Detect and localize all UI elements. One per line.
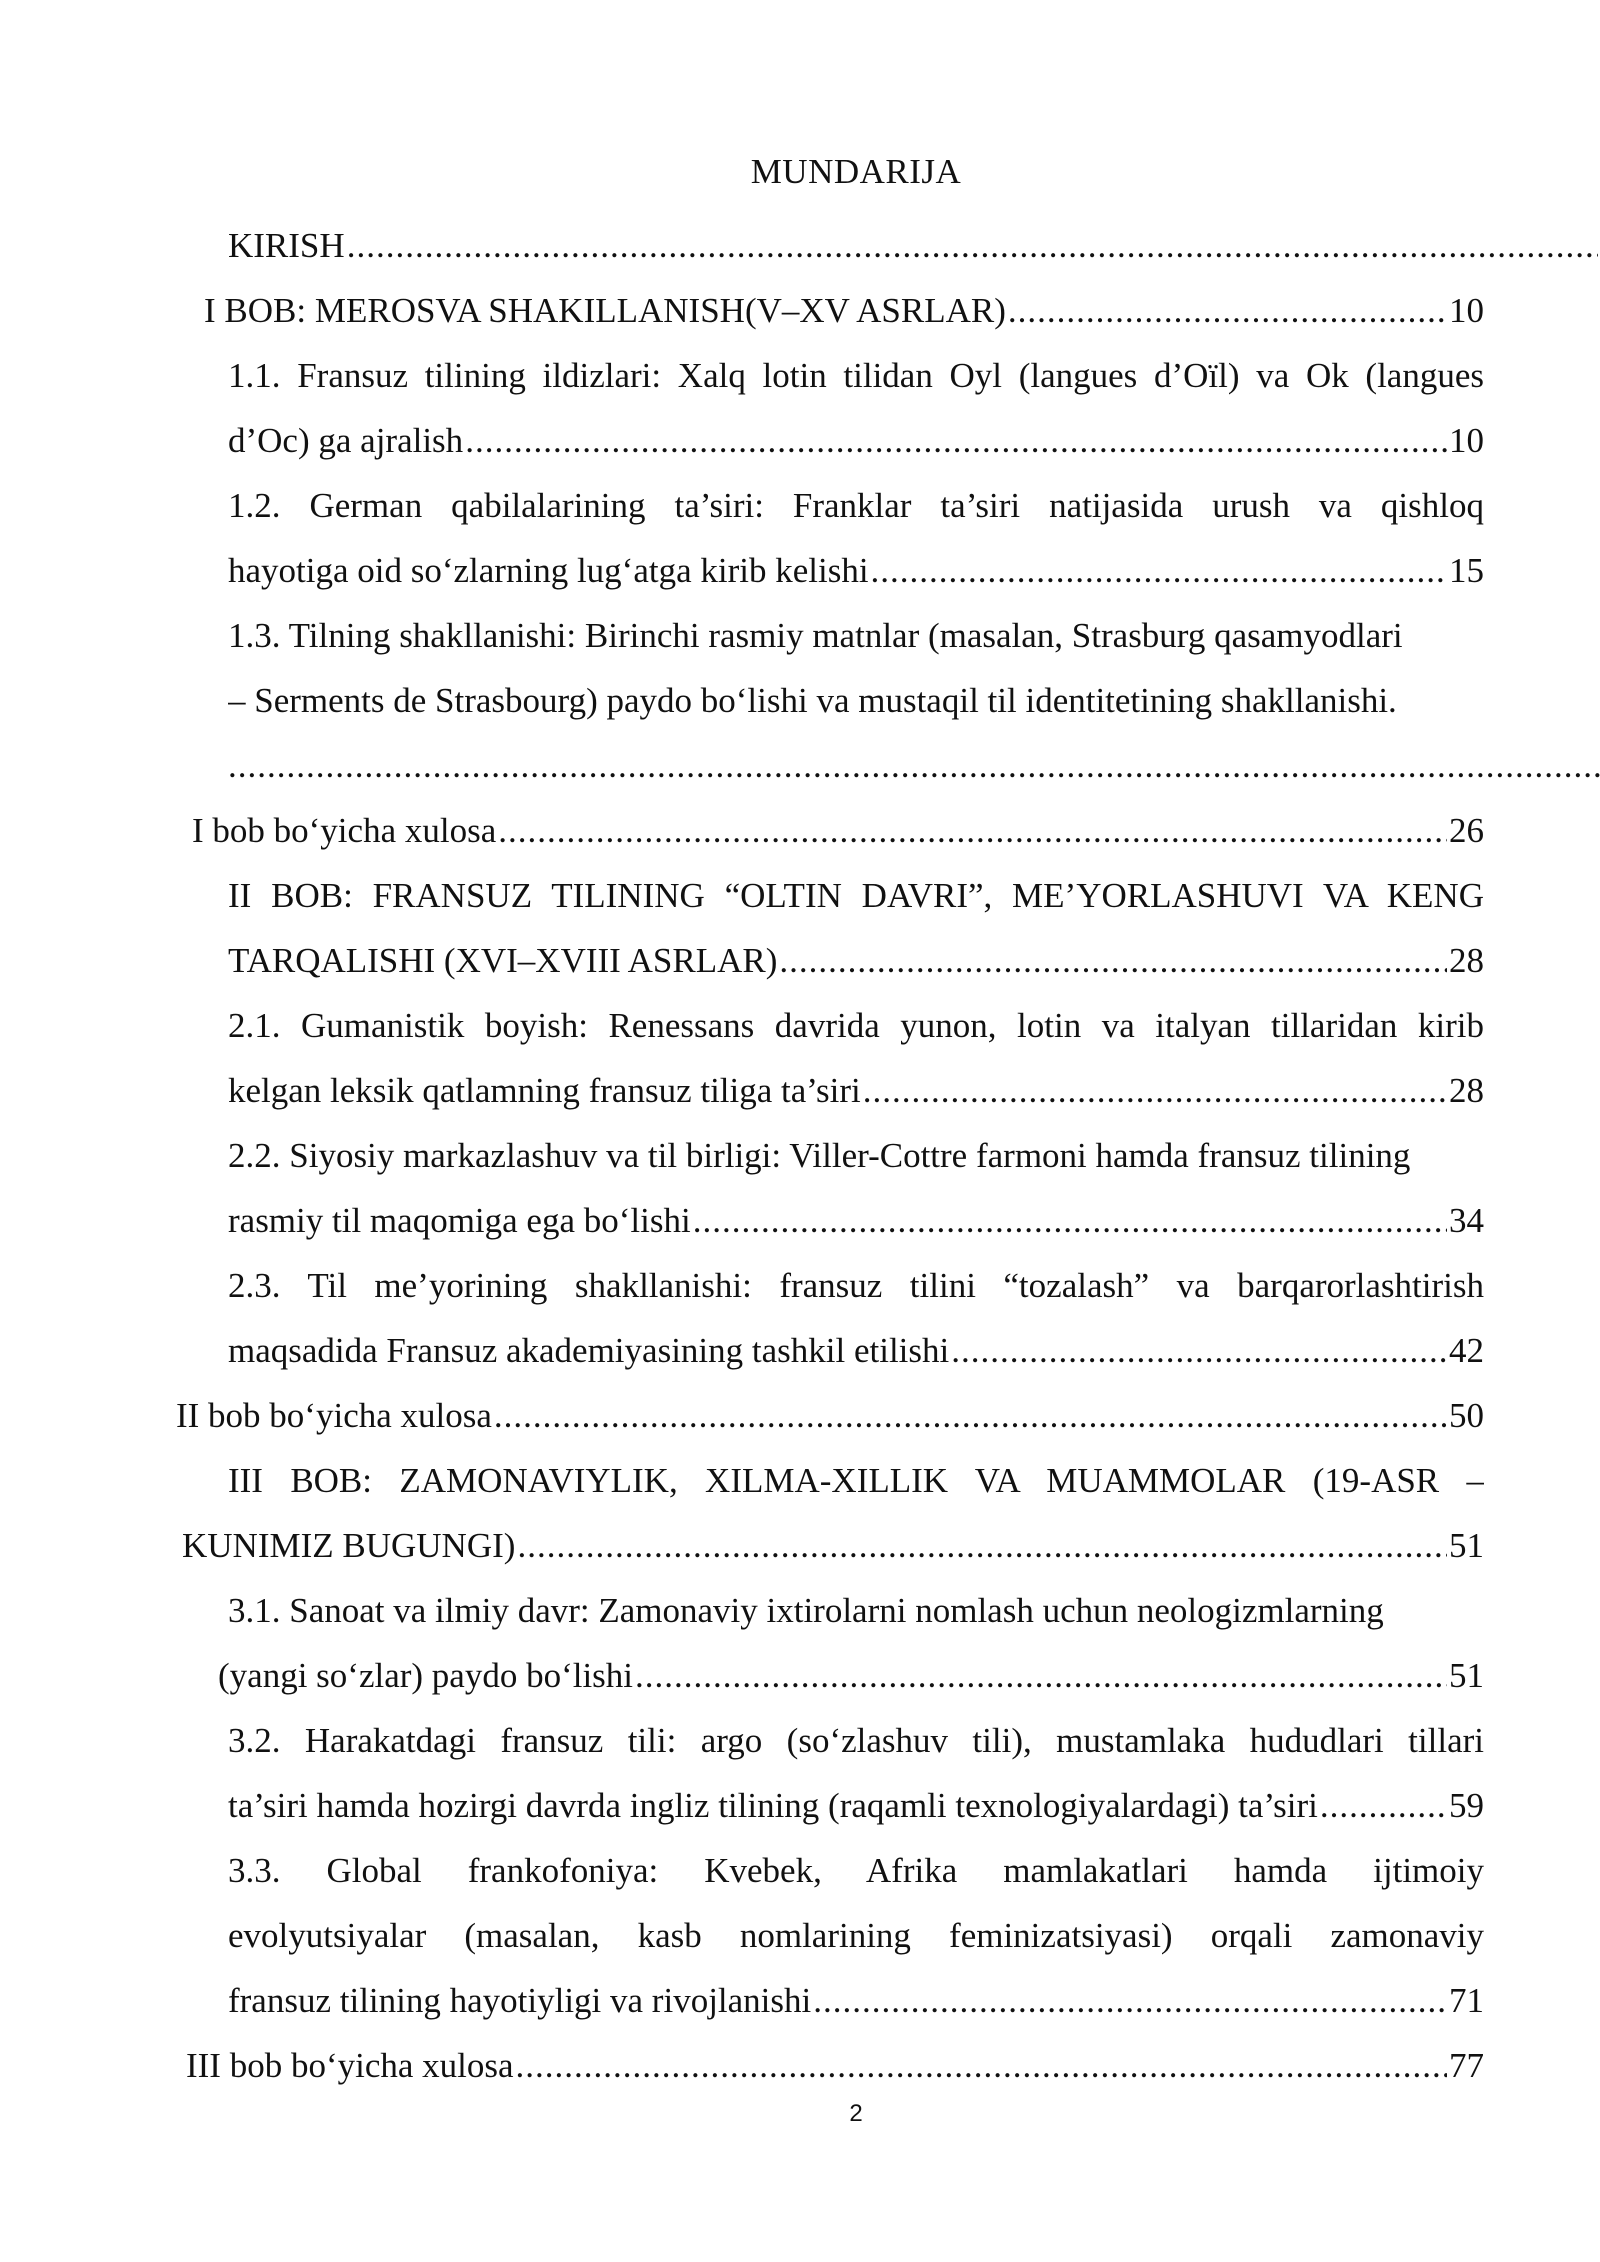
dot-leader xyxy=(693,1195,1447,1247)
dot-leader xyxy=(494,1390,1447,1442)
toc-entry-3-3[interactable] xyxy=(228,1975,1484,2027)
toc-page-number: 26 xyxy=(1449,811,1484,850)
dot-leader xyxy=(1008,285,1447,337)
toc-entry-chapter-3[interactable] xyxy=(182,1520,1484,1572)
toc-entry-1-3-leader[interactable] xyxy=(228,740,1600,792)
toc-page-number: 51 xyxy=(1449,1526,1484,1565)
toc-entry-2-1[interactable] xyxy=(228,1065,1484,1117)
toc-page-number: 77 xyxy=(1449,2046,1484,2085)
toc-entry-1-2-line-1[interactable]: 1.2. German qabilalarining ta’siri: Franklar ta’siri natijasida urush va qishloq xyxy=(228,486,1484,525)
toc-entry-2-3[interactable] xyxy=(228,1325,1484,1377)
dot-leader xyxy=(635,1650,1447,1702)
toc-entry-2-3-line-1[interactable]: 2.3. Til me’yorining shakllanishi: fransuz tilini “tozalash” va barqarorlashtirish xyxy=(228,1266,1484,1305)
toc-page-number: 10 xyxy=(1449,291,1484,330)
toc-entry-chapter-2-line-1[interactable]: II BOB: FRANSUZ TILINING “OLTIN DAVRI”, ME’YORLASHUVI VA KENG xyxy=(228,876,1484,915)
dot-leader xyxy=(347,220,1598,272)
toc-entry-text: (yangi so‘zlar) paydo bo‘lishi xyxy=(218,1656,634,1695)
dot-leader xyxy=(863,1065,1447,1117)
toc-entry-text: KUNIMIZ BUGUNGI) xyxy=(182,1526,516,1565)
toc-entry-3-2-line-1[interactable]: 3.2. Harakatdagi fransuz tili: argo (so‘zlashuv tili), mustamlaka hududlari tillari xyxy=(228,1721,1484,1760)
dot-leader xyxy=(465,415,1447,467)
toc-entry-text: KIRISH xyxy=(228,226,345,265)
toc-page-number: 42 xyxy=(1449,1331,1484,1370)
toc-entry-2-2[interactable] xyxy=(228,1195,1484,1247)
dot-leader xyxy=(1320,1780,1447,1832)
dot-leader xyxy=(951,1325,1447,1377)
toc-entry-text: TARQALISHI (XVI–XVIII ASRLAR) xyxy=(228,941,778,980)
toc-entry-text: III bob bo‘yicha xulosa xyxy=(186,2046,514,2085)
toc-entry-1-1-line-1[interactable]: 1.1. Fransuz tilining ildizlari: Xalq lotin tilidan Oyl (langues d’Oïl) va Ok (langues xyxy=(228,356,1484,395)
toc-entry-text: II bob bo‘yicha xulosa xyxy=(176,1396,492,1435)
toc-entry-text: d’Oc) ga ajralish xyxy=(228,421,464,460)
toc-page-number: 59 xyxy=(1449,1786,1484,1825)
toc-page-number: 51 xyxy=(1449,1656,1484,1695)
dot-leader xyxy=(228,746,1600,785)
dot-leader xyxy=(516,2040,1447,2092)
toc-entry-text: fransuz tilining hayotiyligi va rivojlanishi xyxy=(228,1981,812,2020)
toc-entry-text: I BOB: MEROSVA SHAKILLANISH(V–XV ASRLAR) xyxy=(204,291,1006,330)
toc-entry-1-3-line-2[interactable]: – Serments de Strasbourg) paydo bo‘lishi va mustaqil til identitetining shakllanishi. xyxy=(228,681,1397,720)
toc-entry-text: hayotiga oid so‘zlarning lug‘atga kirib kelishi xyxy=(228,551,869,590)
dot-leader xyxy=(779,935,1447,987)
toc-page-number: 50 xyxy=(1449,1396,1484,1435)
toc-page-number: 71 xyxy=(1449,1981,1484,2020)
toc-page-number: 34 xyxy=(1449,1201,1484,1240)
toc-entry-chapter-3-conclusion[interactable] xyxy=(186,2040,1484,2092)
toc-entry-3-3-line-1[interactable]: 3.3. Global frankofoniya: Kvebek, Afrika mamlakatlari hamda ijtimoiy xyxy=(228,1851,1484,1890)
dot-leader xyxy=(871,545,1447,597)
dot-leader xyxy=(517,1520,1447,1572)
toc-page-number: 10 xyxy=(1449,421,1484,460)
toc-entry-chapter-1-conclusion[interactable] xyxy=(192,805,1484,857)
toc-entry-3-1[interactable] xyxy=(218,1650,1484,1702)
toc-page-number: 15 xyxy=(1449,551,1484,590)
toc-entry-chapter-2-conclusion[interactable] xyxy=(176,1390,1484,1442)
toc-entry-text: rasmiy til maqomiga ega bo‘lishi xyxy=(228,1201,691,1240)
toc-entry-chapter-2[interactable] xyxy=(228,935,1484,987)
toc-entry-1-2[interactable] xyxy=(228,545,1484,597)
toc-entry-chapter-1[interactable] xyxy=(204,285,1484,337)
page-number: 2 xyxy=(849,2100,863,2127)
toc-entry-3-2[interactable] xyxy=(228,1780,1484,1832)
toc-entry-chapter-3-line-1[interactable]: III BOB: ZAMONAVIYLIK, XILMA-XILLIK VA MUAMMOLAR (19-ASR – xyxy=(228,1461,1484,1500)
toc-entry-text: maqsadida Fransuz akademiyasining tashkil etilishi xyxy=(228,1331,950,1370)
toc-page-number: 28 xyxy=(1449,941,1484,980)
dot-leader xyxy=(498,805,1447,857)
toc-entry-2-1-line-1[interactable]: 2.1. Gumanistik boyish: Renessans davrida yunon, lotin va italyan tillaridan kirib xyxy=(228,1006,1484,1045)
toc-entry-1-1[interactable] xyxy=(228,415,1484,467)
toc-entry-text: kelgan leksik qatlamning fransuz tiliga ta’siri xyxy=(228,1071,861,1110)
toc-entry-3-3-line-2[interactable]: evolyutsiyalar (masalan, kasb nomlarining feminizatsiyasi) orqali zamonaviy xyxy=(228,1916,1484,1955)
toc-entry-text: ta’siri hamda hozirgi davrda ingliz tilining (raqamli texnologiyalardagi) ta’siri xyxy=(228,1786,1318,1825)
toc-entry-2-2-line-1[interactable]: 2.2. Siyosiy markazlashuv va til birligi: Viller-Cottre farmoni hamda fransuz tilining xyxy=(228,1136,1411,1175)
toc-entry-kirish[interactable] xyxy=(228,220,1600,272)
dot-leader xyxy=(813,1975,1447,2027)
toc-entry-3-1-line-1[interactable]: 3.1. Sanoat va ilmiy davr: Zamonaviy ixtirolarni nomlash uchun neologizmlarning xyxy=(228,1591,1384,1630)
toc-page-number: 28 xyxy=(1449,1071,1484,1110)
toc-entry-text: I bob bo‘yicha xulosa xyxy=(192,811,497,850)
toc-entry-1-3-line-1[interactable]: 1.3. Tilning shakllanishi: Birinchi rasmiy matnlar (masalan, Strasburg qasamyodlari xyxy=(228,616,1403,655)
toc-title: MUNDARIJA xyxy=(750,152,962,191)
